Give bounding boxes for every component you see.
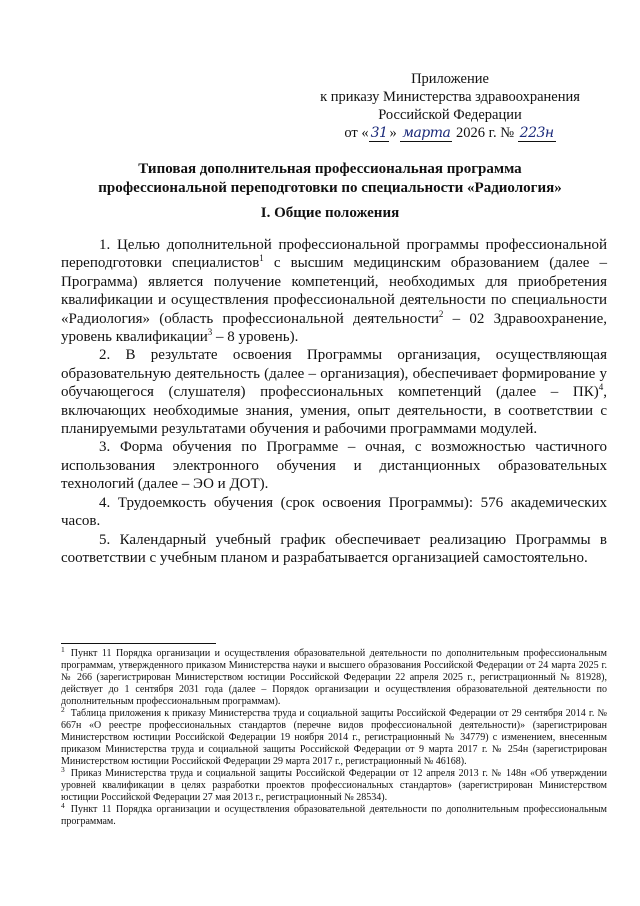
footnote-ref-2: 2 (438, 308, 444, 319)
paragraph-1-text-cont: с высшим медицинским образованием (далее – Программа) является получение компетенций, необходимых для приобретения квалификации и осуществления профессиональной деятельности по специальности «Радиология» (область профессиональной деятельности (61, 255, 608, 327)
footnote-ref-4: 4 (598, 382, 604, 393)
paragraph-1-text-end: – 8 уровень). (212, 329, 299, 346)
date-prefix: от « (344, 125, 369, 141)
footnote-1 (61, 644, 607, 708)
paragraph-4: 4. Трудоемкость обучения (срок освоения Программы): 576 академических часов. (61, 494, 607, 530)
footnote-3 (61, 764, 607, 804)
footnote-3-mark: 3 (61, 764, 65, 774)
footnote-2-text: Таблица приложения к приказу Министерства труда и социальной защиты Российской Федерации от 29 сентября 2014 г. № 667н «О реестре профессиональных стандартов (перечне видов профессиональной деятельности)» (зарегистрирован Министерством юстиции Российской Федерации 19 ноября 2014 г., регистрационный № 34779) с изменением, внесенным приказом Министерства труда и социальной защиты Российской Федерации от 9 марта 2017 г. № 254н (зарегистрирован Министерством юстиции Российской Федерации 29 марта 2017 г., регистрационный № 46168). (61, 708, 607, 767)
handwritten-day: 31 (370, 125, 388, 141)
footnote-3-text: Приказ Министерства труда и социальной защиты Российской Федерации от 12 апреля 2013 г. № 148н «Об утверждении уровней квалификации в целях разработки проектов профессиональных стандартов» (зарегистрирован Министерством юстиции Российской Федерации 27 мая 2013 г., регистрационный № 28534). (61, 768, 607, 803)
section-heading: I. Общие положения (260, 205, 400, 221)
date-year: 2026 г. № (456, 125, 515, 141)
paragraph-1-text: 1. Целью дополнительной профессиональной программы профессиональной переподготовки специалистов (61, 237, 607, 272)
footnote-4-text: Пункт 11 Порядка организации и осуществления образовательной деятельности по дополнительным профессиональным программам. (61, 804, 607, 827)
appendix-date-line (300, 124, 600, 142)
document-body (61, 236, 607, 567)
paragraph-1 (61, 236, 607, 346)
footnote-1-text: Пункт 11 Порядка организации и осуществления образовательной деятельности по дополнительным профессиональным программам, утвержденного приказом Министерства науки и высшего образования Российской Федерации от 24 марта 2025 г. № 266 (зарегистрирован Министерством юстиции Российской Федерации 22 апреля 2025 г., регистрационный № 81928), действует до 1 сентября 2031 года (далее – Порядок организации и осуществления образовательной деятельности по дополнительным профессиональным программам). (61, 648, 607, 707)
appendix-country-line: Российской Федерации (378, 107, 522, 123)
title-line-1: Типовая дополнительная профессиональная программа (138, 161, 522, 177)
paragraph-2 (61, 346, 607, 438)
footnote-4-mark: 4 (61, 800, 65, 810)
footnote-ref-3: 3 (207, 327, 213, 338)
footnote-4 (61, 800, 607, 828)
footnote-2 (61, 704, 607, 768)
footnote-ref-1: 1 (259, 253, 264, 264)
paragraph-2-text: 2. В результате освоения Программы организация, осуществляющая образовательную деятельность (далее – организация), обеспечивает формирование у обучающегося (слушателя) профессиональных компетенций (далее – ПК) (61, 347, 607, 401)
handwritten-month: марта (402, 125, 451, 141)
appendix-block (300, 70, 600, 142)
paragraph-3: 3. Форма обучения по Программе – очная, с возможностью частичного использования электронного обучения и дистанционных образовательных технологий (далее – ЭО и ДОТ). (61, 439, 607, 493)
footnote-1-mark: 1 (61, 644, 65, 654)
document-title (60, 160, 600, 198)
paragraph-5: 5. Календарный учебный график обеспечивает реализацию Программы в соответствии с учебным планом и разрабатывается организацией самостоятельно. (61, 531, 607, 566)
footnotes (61, 644, 607, 828)
paragraph-1-text-cont2: – 02 Здравоохранение, уровень квалификации (61, 310, 607, 346)
appendix-order-line: к приказу Министерства здравоохранения (320, 89, 580, 105)
date-mid: » (389, 125, 397, 141)
paragraph-2-text-end: , включающих необходимые знания, умения, опыт деятельности, в соответствии с планируемыми результатами обучения и рабочими программами модулей. (61, 384, 607, 438)
title-line-2: профессиональной переподготовки по специальности «Радиология» (98, 180, 562, 196)
footnote-2-mark: 2 (61, 704, 65, 714)
footnote-divider (61, 643, 216, 644)
appendix-label: Приложение (411, 71, 489, 87)
handwritten-order-number: 223н (519, 125, 554, 141)
